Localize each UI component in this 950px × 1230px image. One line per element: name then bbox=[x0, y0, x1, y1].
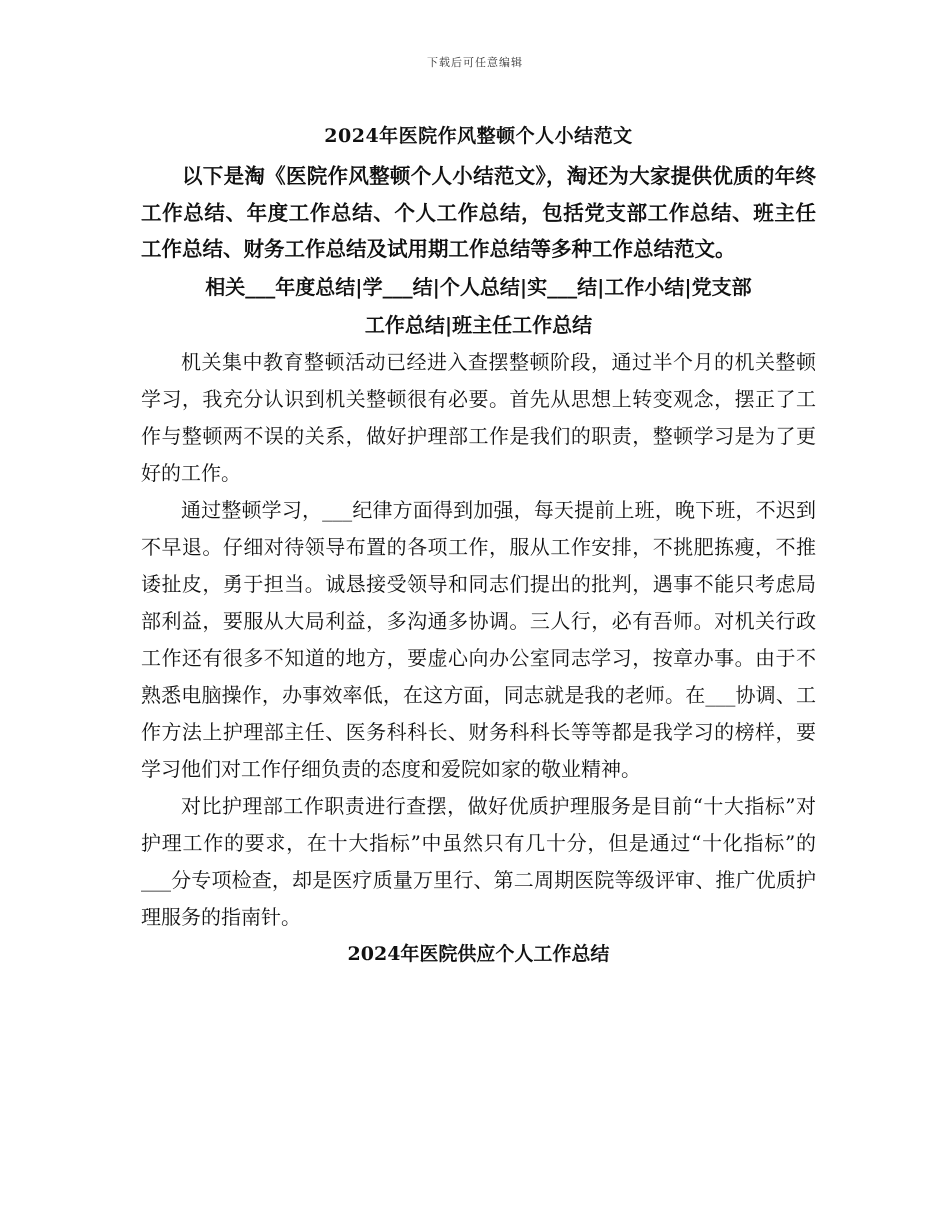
intro-paragraph: 以下是淘《医院作风整顿个人小结范文》，淘还为大家提供优质的年终工作总结、年度工作总结、个人工作总结，包括党支部工作总结、班主任工作总结、财务工作总结及试用期工作总结等多种工作总结范文。 bbox=[141, 164, 816, 261]
document-title: 2024年医院作风整顿个人小结范文 bbox=[324, 125, 633, 147]
next-section-title: 2024年医院供应个人工作总结 bbox=[347, 942, 610, 965]
header-note: 下载后可任意编辑 bbox=[427, 56, 523, 69]
body-paragraph-3: 对比护理部工作职责进行查摆，做好优质护理服务是目前“十大指标”对护理工作的要求，在十大指标”中虽然只有几十分，但是通过“十化指标”的___分专项检查，却是医疗质量万里行、第二周期医院等级评审、推广优质护理服务的指南针。 bbox=[141, 793, 816, 929]
related-links-line-2: 工作总结|班主任工作总结 bbox=[364, 312, 593, 337]
document-content bbox=[141, 118, 816, 972]
body-paragraph-2: 通过整顿学习，___纪律方面得到加强，每天提前上班，晚下班，不迟到不早退。仔细对待领导布置的各项工作，服从工作安排，不挑肥拣瘦，不推诿扯皮，勇于担当。诚恳接受领导和同志们提出的批判，遇事不能只考虑局部利益，要服从大局利益，多沟通多协调。三人行，必有吾师。对机关行政工作还有很多不知道的地方，要虚心向办公室同志学习，按章办事。由于不熟悉电脑操作，办事效率低，在这方面，同志就是我的老师。在___协调、工作方法上护理部主任、医务科科长、财务科科长等等都是我学习的榜样，要学习他们对工作仔细负责的态度和爱院如家的敬业精神。 bbox=[141, 497, 816, 781]
body-paragraph-1: 机关集中教育整顿活动已经进入查摆整顿阶段，通过半个月的机关整顿学习，我充分认识到机关整顿很有必要。首先从思想上转变观念，摆正了工作与整顿两不误的关系，做好护理部工作是我们的职责，整顿学习是为了更好的工作。 bbox=[141, 349, 816, 485]
related-links-line-1: 相关___年度总结|学___结|个人总结|实___结|工作小结|党支部 bbox=[205, 274, 752, 299]
